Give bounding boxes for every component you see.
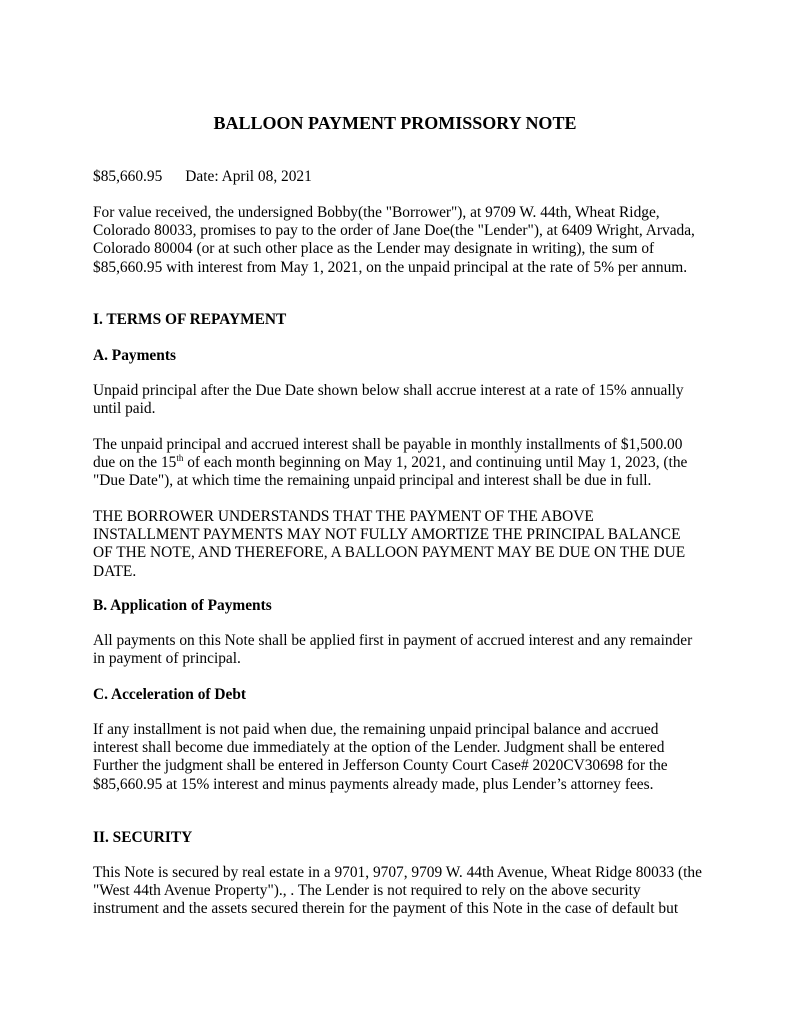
section-heading-security: II. SECURITY [93,829,193,846]
subsection-heading-acceleration: C. Acceleration of Debt [93,686,247,703]
note-date: Date: April 08, 2021 [185,168,312,185]
payments-paragraph-2 [93,436,705,491]
document-title: BALLOON PAYMENT PROMISSORY NOTE [213,113,577,133]
note-amount: $85,660.95 [93,168,163,185]
payments-paragraph-1: Unpaid principal after the Due Date shown below shall accrue interest at a rate of 15% annually until paid. [93,382,684,418]
payments-paragraph-2-end: of each month beginning on May 1, 2021, and continuing until May 1, 2023, (the "Due Date"), at which time the remaining unpaid principal and interest shall be due in full. [93,454,688,490]
section-heading-terms: I. TERMS OF REPAYMENT [93,311,287,328]
amount-date-line [93,168,705,186]
subsection-heading-application: B. Application of Payments [93,597,272,614]
acceleration-paragraph: If any installment is not paid when due, the remaining unpaid principal balance and accrued interest shall become due immediately at the option of the Lender. Judgment shall be entered Further the judgment shall be entered in Jefferson County Court Case# 2020CV30698 for the $85,660.95 at 15% interest and minus payments already made, plus Lender’s attorney fees. [93,721,668,793]
security-paragraph: This Note is secured by real estate in a 9701, 9707, 9709 W. 44th Avenue, Wheat Ridge 80033 (the "West 44th Avenue Property")., . The Lender is not required to rely on the above security instrument and the assets secured therein for the payment of this Note in the case of default but [93,864,702,918]
payments-paragraph-2-start: The unpaid principal and accrued interest shall be payable in monthly installments of $1,500.00 due on the 15 [93,436,683,472]
application-paragraph: All payments on this Note shall be applied first in payment of accrued interest and any remainder in payment of principal. [93,632,693,668]
ordinal-suffix: th [176,453,184,464]
subsection-heading-payments: A. Payments [93,347,176,364]
balloon-warning-paragraph: THE BORROWER UNDERSTANDS THAT THE PAYMENT OF THE ABOVE INSTALLMENT PAYMENTS MAY NOT FULLY AMORTIZE THE PRINCIPAL BALANCE OF THE NOTE, AND THEREFORE, A BALLOON PAYMENT MAY BE DUE ON THE DUE DATE. [93,508,686,580]
intro-paragraph: For value received, the undersigned Bobby(the "Borrower"), at 9709 W. 44th, Wheat Ridge, Colorado 80033, promises to pay to the order of Jane Doe(the "Lender"), at 6409 Wright, Arvada, Colorado 80004 (or at such other place as the Lender may designate in writing), the sum of $85,660.95 with interest from May 1, 2021, on the unpaid principal at the rate of 5% per annum. [93,204,695,276]
